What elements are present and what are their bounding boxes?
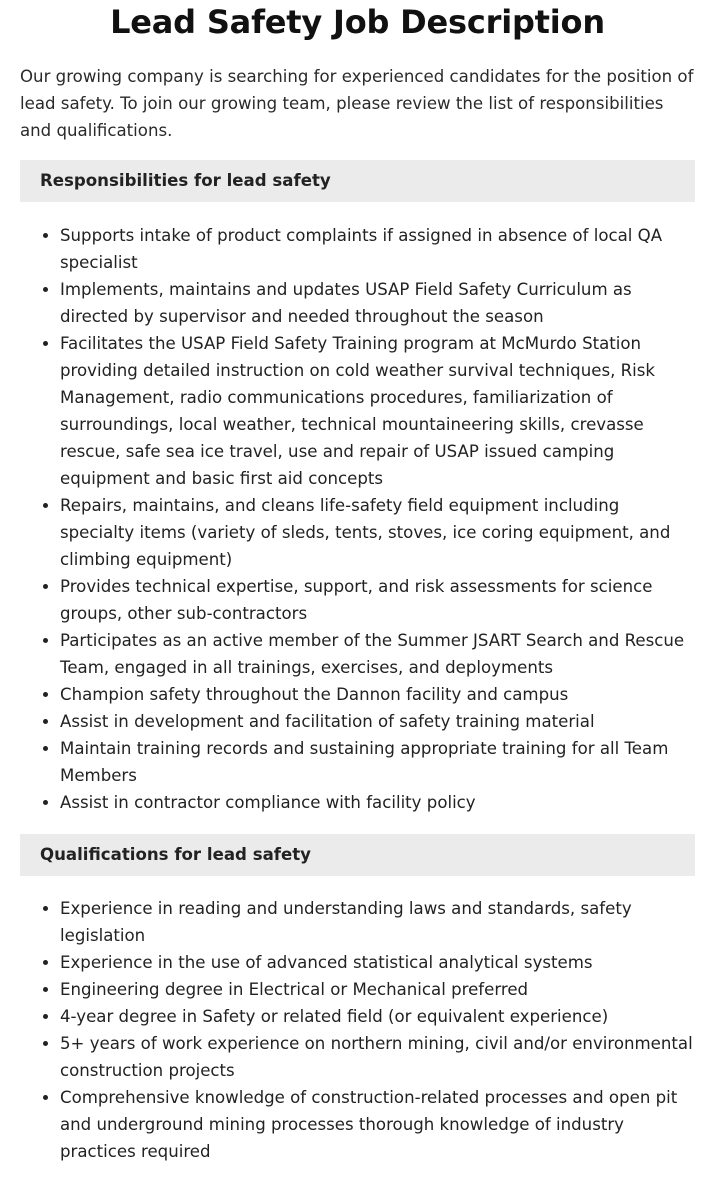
list-item: • Participates as an active member of the Summer JSART Search and Rescue Team, engaged in all trainings, exercises, and deployments <box>60 627 695 681</box>
list-item: • Champion safety throughout the Dannon facility and campus <box>60 681 695 708</box>
list-item: • 4-year degree in Safety or related field (or equivalent experience) <box>60 1003 695 1030</box>
list-item: • Provides technical expertise, support, and risk assessments for science groups, other sub-contractors <box>60 573 695 627</box>
qualifications-heading: Qualifications for lead safety <box>20 834 695 876</box>
responsibilities-list <box>20 222 695 816</box>
list-item: • Repairs, maintains, and cleans life-safety field equipment including specialty items (variety of sleds, tents, stoves, ice coring equipment, and climbing equipment) <box>60 492 695 573</box>
list-item: • Supports intake of product complaints if assigned in absence of local QA specialist <box>60 222 695 276</box>
list-item: • Experience in reading and understanding laws and standards, safety legislation <box>60 895 695 949</box>
list-item: • Implements, maintains and updates USAP Field Safety Curriculum as directed by supervisor and needed throughout the season <box>60 276 695 330</box>
responsibilities-heading: Responsibilities for lead safety <box>20 160 695 202</box>
list-item: • Maintain training records and sustaining appropriate training for all Team Members <box>60 735 695 789</box>
list-item: • Facilitates the USAP Field Safety Training program at McMurdo Station providing detailed instruction on cold weather survival techniques, Risk Management, radio communications procedures, familiarization of surroundings, local weather, technical mountaineering skills, crevasse rescue, safe sea ice travel, use and repair of USAP issued camping equipment and basic first aid concepts <box>60 330 695 492</box>
list-item: • Comprehensive knowledge of construction-related processes and open pit and underground mining processes thorough knowledge of industry practices required <box>60 1084 695 1165</box>
qualifications-list <box>20 895 695 1165</box>
list-item: • Assist in development and facilitation of safety training material <box>60 708 695 735</box>
list-item: • Assist in contractor compliance with facility policy <box>60 789 695 816</box>
list-item: • 5+ years of work experience on northern mining, civil and/or environmental construction projects <box>60 1030 695 1084</box>
list-item: • Experience in the use of advanced statistical analytical systems <box>60 949 695 976</box>
list-item: • Engineering degree in Electrical or Mechanical preferred <box>60 976 695 1003</box>
intro-paragraph: Our growing company is searching for experienced candidates for the position of lead safety. To join our growing team, please review the list of responsibilities and qualifications. <box>20 67 694 140</box>
page-title: Lead Safety Job Description <box>110 3 605 41</box>
